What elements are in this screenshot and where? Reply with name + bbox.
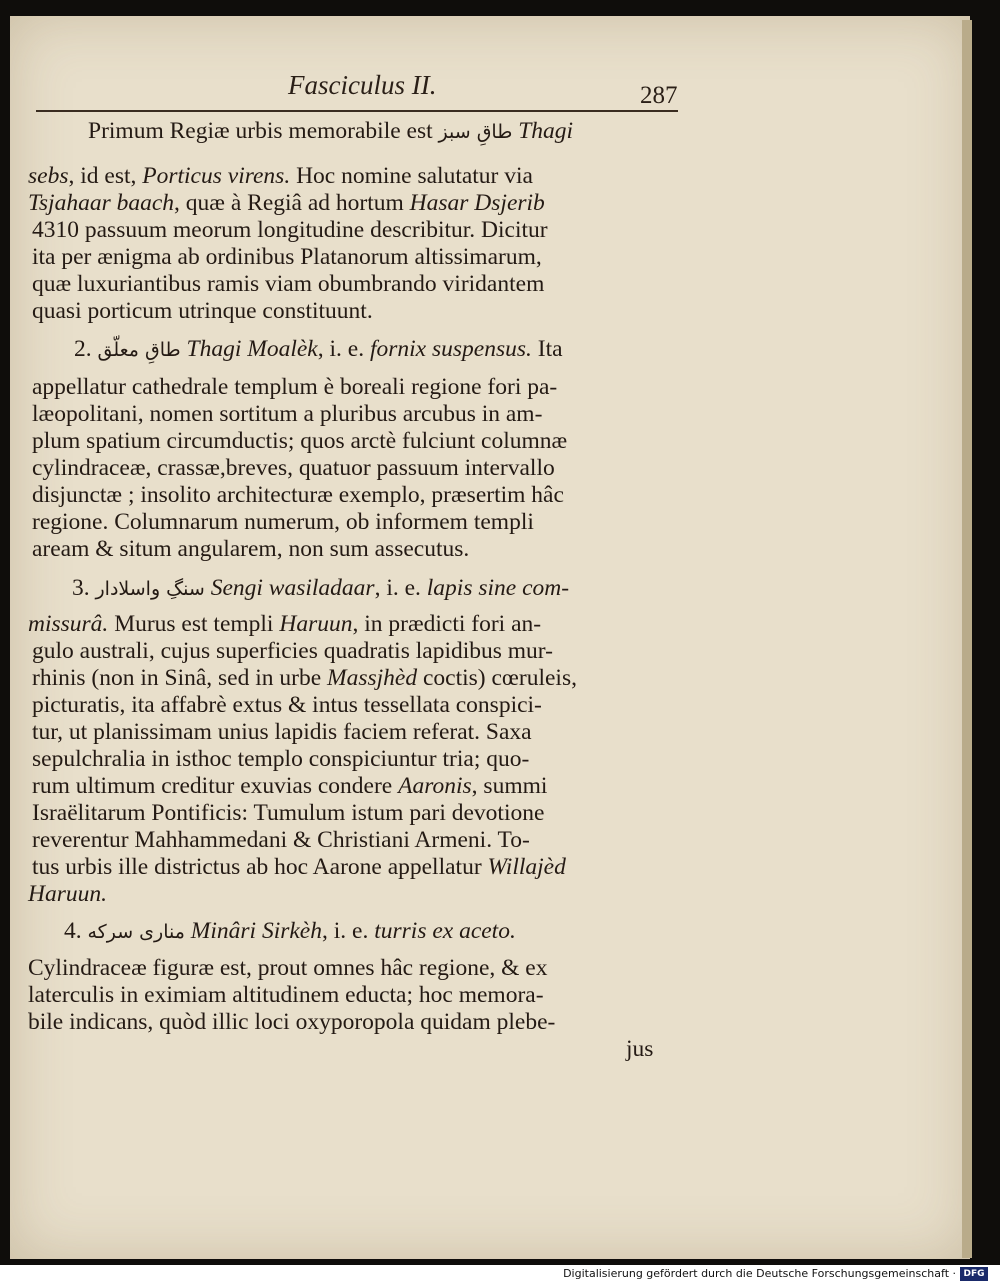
- text-segment: , in prædicti fori an-: [352, 611, 542, 637]
- text-line: [72, 575, 569, 603]
- text-segment: , i. e.: [374, 575, 427, 601]
- arabic-term: طاقِ سبز: [438, 121, 513, 143]
- text-segment: , quæ à Regiâ ad hortum: [174, 190, 410, 216]
- text-line: [32, 854, 566, 881]
- item-number: 3.: [72, 575, 96, 601]
- text-segment: rhinis (non in Sinâ, sed in urbe: [32, 665, 328, 691]
- text-line: 4310 passuum meorum longitudine describitur. Dicitur: [32, 217, 548, 243]
- italic-term: Thagi Moalèk: [186, 336, 318, 362]
- text-line: disjunctæ ; insolito architecturæ exemplo, præsertim hâc: [32, 482, 564, 508]
- italic-term: Minâri Sirkèh: [190, 918, 322, 944]
- italic-term: Sengi wasiladaar: [210, 575, 375, 601]
- text-segment: , i. e.: [322, 918, 375, 944]
- funding-notice: Digitalisierung gefördert durch die Deutsche Forschungsgemeinschaft ·: [563, 1267, 956, 1280]
- text-line: [28, 190, 545, 217]
- text-line: [32, 773, 547, 800]
- text-line: appellatur cathedrale templum è boreali regione fori pa-: [32, 374, 558, 400]
- arabic-term: طاقِ معلّق: [97, 339, 181, 361]
- italic-term: Thagi: [518, 118, 574, 144]
- text-segment: rum ultimum creditur exuvias condere: [32, 773, 399, 799]
- text-line: cylindraceæ, crassæ,breves, quatuor passuum intervallo: [32, 455, 555, 481]
- text-line: Israëlitarum Pontificis: Tumulum istum pari devotione: [32, 800, 545, 826]
- text-segment: , id est,: [68, 163, 143, 189]
- text-line: [28, 611, 541, 638]
- text-segment: Ita: [531, 336, 563, 362]
- text-line: quæ luxuriantibus ramis viam obumbrando viridantem: [32, 271, 545, 297]
- text-line: læopolitani, nomen sortitum a pluribus arcubus in am-: [32, 401, 543, 427]
- text-line: gulo australi, cujus superficies quadratis lapidibus mur-: [32, 638, 553, 664]
- text-line: bile indicans, quòd illic loci oxyporopola quidam plebe-: [28, 1009, 556, 1035]
- italic-term: missurâ.: [28, 611, 109, 637]
- text-line: quasi porticum utrinque constituunt.: [32, 298, 373, 324]
- italic-term: turris ex aceto.: [374, 918, 516, 944]
- italic-term: lapis sine com-: [426, 575, 570, 601]
- text-line: tur, ut planissimam unius lapidis faciem referat. Saxa: [32, 719, 532, 745]
- italic-term: sebs: [28, 163, 69, 189]
- text-line: picturatis, ita affabrè extus & intus tessellata conspici-: [32, 692, 542, 718]
- text-segment: tus urbis ille districtus ab hoc Aarone appellatur: [32, 854, 488, 880]
- italic-term: Haruun.: [28, 881, 107, 907]
- italic-term: fornix suspensus.: [369, 336, 532, 362]
- text-line: laterculis in eximiam altitudinem educta; hoc memora-: [28, 982, 544, 1008]
- text-segment: Murus est templi: [108, 611, 280, 637]
- header-rule: [36, 110, 678, 112]
- italic-term: Massjhèd: [327, 665, 418, 691]
- text-line: [88, 118, 573, 146]
- italic-term: Haruun: [279, 611, 353, 637]
- dfg-logo: DFG: [960, 1267, 988, 1281]
- text-line: aream & situm angularem, non sum assecutus.: [32, 536, 470, 562]
- text-line: regione. Columnarum numerum, ob informem templi: [32, 509, 534, 535]
- text-segment: , summi: [471, 773, 548, 799]
- text-line: plum spatium circumductis; quos arctè fulciunt columnæ: [32, 428, 568, 454]
- item-number: 2.: [74, 336, 98, 362]
- text-line: reverentur Mahhammedani & Christiani Armeni. To-: [32, 827, 530, 853]
- text-line: Cylindraceæ figuræ est, prout omnes hâc regione, & ex: [28, 955, 548, 981]
- item-number: 4.: [64, 918, 88, 944]
- text-segment: , i. e.: [317, 336, 370, 362]
- italic-term: Willajèd: [487, 854, 566, 880]
- text-segment: coctis) cœruleis,: [417, 665, 577, 691]
- arabic-term: سنگِ واسلادار: [95, 578, 205, 600]
- text-line: [28, 881, 107, 908]
- running-head: Fasciculus II.: [288, 70, 437, 100]
- italic-term: Aaronis: [398, 773, 472, 799]
- text-line: [28, 163, 533, 190]
- text-line: [74, 336, 563, 364]
- page-edge: [962, 20, 972, 1258]
- italic-term: Porticus virens.: [142, 163, 291, 189]
- text-line: ita per ænigma ab ordinibus Platanorum altissimarum,: [32, 244, 542, 270]
- arabic-term: مناری سرکه: [87, 921, 185, 943]
- footer-bar: [0, 1265, 1000, 1285]
- text-line: [64, 918, 516, 946]
- italic-term: Tsjahaar baach: [28, 190, 175, 216]
- page-number: 287: [640, 82, 678, 109]
- text-line: [32, 665, 577, 692]
- catchword: jus: [626, 1036, 654, 1062]
- italic-term: Hasar Dsjerib: [409, 190, 545, 216]
- text-line: sepulchralia in isthoc templo conspiciuntur tria; quo-: [32, 746, 530, 772]
- text-segment: Primum Regiæ urbis memorabile est: [88, 118, 439, 144]
- text-segment: Hoc nomine salutatur via: [290, 163, 533, 189]
